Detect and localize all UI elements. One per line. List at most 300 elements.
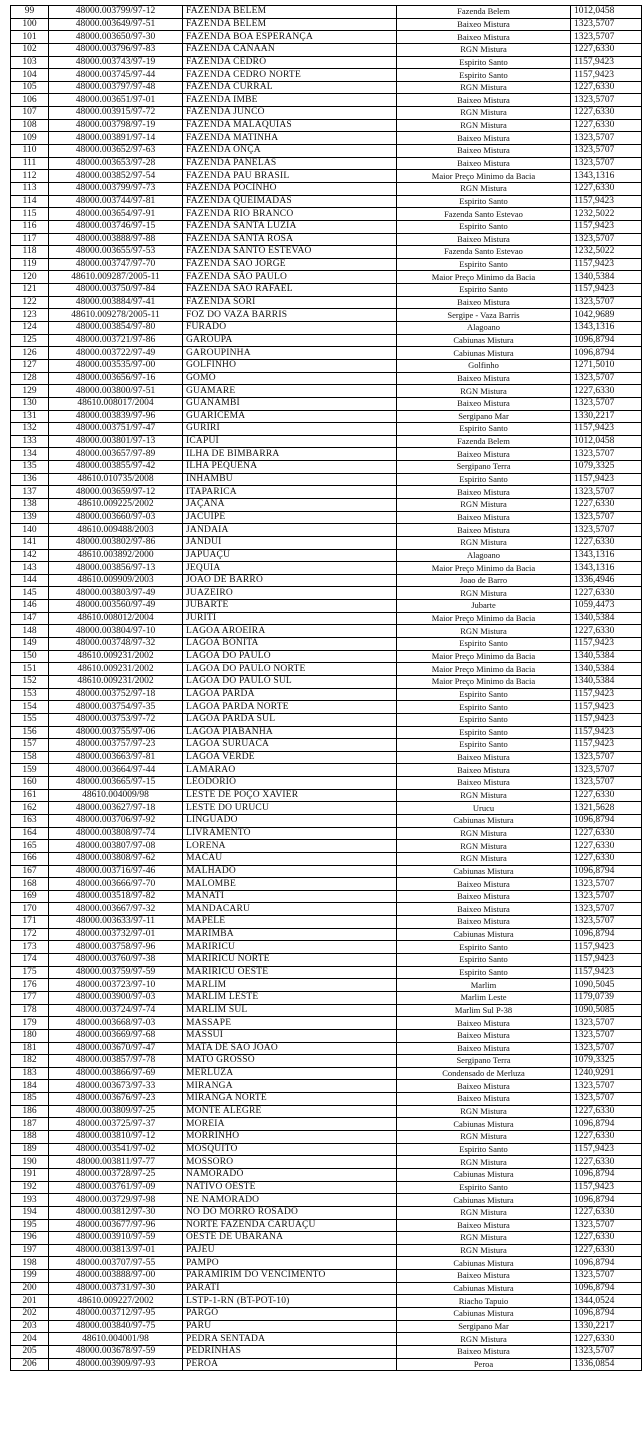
reference-oil-cell: Marlim Sul P-38 [397,1004,571,1017]
process-number-cell: 48000.003909/97-93 [49,1358,183,1371]
table-row [11,397,642,410]
reference-price-cell: 1323,5707 [571,31,642,44]
reference-price-cell: 1323,5707 [571,878,642,891]
reference-oil-cell: Baixeo Mistura [397,751,571,764]
process-number-cell: 48000.003666/97-70 [49,878,183,891]
row-number-cell: 172 [11,928,49,941]
row-number-cell: 202 [11,1307,49,1320]
row-number-cell: 186 [11,1105,49,1118]
table-row [11,966,642,979]
reference-oil-cell: RGN Mistura [397,119,571,132]
reference-price-cell: 1079,3325 [571,1055,642,1068]
reference-oil-cell: RGN Mistura [397,1232,571,1245]
table-row [11,296,642,309]
process-number-cell: 48000.003802/97-86 [49,536,183,549]
table-row [11,1282,642,1295]
process-number-cell: 48000.003809/97-25 [49,1105,183,1118]
process-number-cell: 48610.009488/2003 [49,524,183,537]
table-row [11,81,642,94]
row-number-cell: 161 [11,789,49,802]
reference-price-cell: 1227,6330 [571,81,642,94]
field-name-cell: PAMPO [183,1257,397,1270]
row-number-cell: 192 [11,1181,49,1194]
process-number-cell: 48000.003721/97-86 [49,334,183,347]
table-row [11,1105,642,1118]
process-number-cell: 48000.003801/97-13 [49,435,183,448]
table-row [11,486,642,499]
row-number-cell: 101 [11,31,49,44]
reference-oil-cell: Jubarte [397,600,571,613]
reference-oil-cell: Espirito Santo [397,423,571,436]
table-row [11,802,642,815]
field-name-cell: LAGOA DO PAULO SUL [183,675,397,688]
process-number-cell: 48610.009287/2005-11 [49,271,183,284]
reference-price-cell: 1157,9423 [571,56,642,69]
table-row [11,827,642,840]
process-number-cell: 48000.003799/97-73 [49,182,183,195]
field-name-cell: FOZ DO VAZA BARRIS [183,309,397,322]
process-number-cell: 48610.009227/2002 [49,1295,183,1308]
reference-price-cell: 1343,1316 [571,549,642,562]
table-row [11,1093,642,1106]
row-number-cell: 158 [11,751,49,764]
process-number-cell: 48000.003743/97-19 [49,56,183,69]
reference-oil-cell: RGN Mistura [397,1244,571,1257]
row-number-cell: 196 [11,1232,49,1245]
process-number-cell: 48000.003627/97-18 [49,802,183,815]
reference-price-cell: 1227,6330 [571,1156,642,1169]
reference-oil-cell: Cabiunas Mistura [397,1194,571,1207]
row-number-cell: 121 [11,284,49,297]
field-name-cell: PARAMIRIM DO VENCIMENTO [183,1270,397,1283]
row-number-cell: 123 [11,309,49,322]
process-number-cell: 48000.003753/97-72 [49,713,183,726]
row-number-cell: 117 [11,233,49,246]
process-number-cell: 48000.003724/97-74 [49,1004,183,1017]
row-number-cell: 153 [11,688,49,701]
row-number-cell: 137 [11,486,49,499]
process-number-cell: 48610.009231/2002 [49,650,183,663]
reference-oil-cell: Baixeo Mistura [397,397,571,410]
reference-oil-cell: RGN Mistura [397,840,571,853]
table-row [11,119,642,132]
process-number-cell: 48000.003839/97-96 [49,410,183,423]
reference-oil-cell: Cabiunas Mistura [397,815,571,828]
process-number-cell: 48000.003707/97-55 [49,1257,183,1270]
row-number-cell: 103 [11,56,49,69]
table-row [11,815,642,828]
process-number-cell: 48000.003668/97-03 [49,1017,183,1030]
process-number-cell: 48000.003807/97-08 [49,840,183,853]
table-row [11,638,642,651]
table-row [11,309,642,322]
reference-price-cell: 1323,5707 [571,132,642,145]
process-number-cell: 48000.003676/97-23 [49,1093,183,1106]
reference-oil-cell: Urucu [397,802,571,815]
reference-oil-cell: Baixeo Mistura [397,1017,571,1030]
field-name-cell: LAGOA DO PAULO [183,650,397,663]
field-name-cell: MARLIM SUL [183,1004,397,1017]
process-number-cell: 48610.004009/98 [49,789,183,802]
reference-price-cell: 1096,8794 [571,1194,642,1207]
table-row [11,777,642,790]
table-row [11,410,642,423]
row-number-cell: 179 [11,1017,49,1030]
reference-price-cell: 1323,5707 [571,397,642,410]
process-number-cell: 48000.003808/97-62 [49,852,183,865]
reference-oil-cell: Maior Preço Minimo da Bacia [397,562,571,575]
reference-oil-cell: Espirito Santo [397,739,571,752]
row-number-cell: 120 [11,271,49,284]
reference-oil-cell: Cabiunas Mistura [397,334,571,347]
row-number-cell: 169 [11,890,49,903]
reference-price-cell: 1340,5384 [571,675,642,688]
process-number-cell: 48000.003884/97-41 [49,296,183,309]
reference-oil-cell: Fazenda Santo Estevao [397,246,571,259]
reference-price-cell: 1227,6330 [571,1105,642,1118]
table-row [11,284,642,297]
reference-oil-cell: Baixeo Mistura [397,1219,571,1232]
reference-oil-cell: Espirito Santo [397,284,571,297]
reference-price-cell: 1323,5707 [571,145,642,158]
table-row [11,56,642,69]
table-row [11,903,642,916]
row-number-cell: 206 [11,1358,49,1371]
row-number-cell: 132 [11,423,49,436]
field-name-cell: PEDRA SENTADA [183,1333,397,1346]
row-number-cell: 191 [11,1168,49,1181]
process-number-cell: 48000.003855/97-42 [49,461,183,474]
table-row [11,1295,642,1308]
reference-oil-cell: Baixeo Mistura [397,296,571,309]
table-row [11,233,642,246]
table-row [11,941,642,954]
process-number-cell: 48000.003915/97-72 [49,107,183,120]
table-row [11,1017,642,1030]
row-number-cell: 124 [11,322,49,335]
reference-price-cell: 1157,9423 [571,739,642,752]
reference-price-cell: 1323,5707 [571,916,642,929]
process-number-cell: 48000.003752/97-18 [49,688,183,701]
row-number-cell: 144 [11,574,49,587]
reference-price-cell: 1323,5707 [571,372,642,385]
reference-price-cell: 1340,5384 [571,650,642,663]
field-name-cell: MALOMBE [183,878,397,891]
row-number-cell: 112 [11,170,49,183]
reference-price-cell: 1323,5707 [571,1219,642,1232]
reference-price-cell: 1323,5707 [571,1042,642,1055]
process-number-cell: 48000.003910/97-59 [49,1232,183,1245]
reference-oil-cell: Riacho Tapuio [397,1295,571,1308]
process-number-cell: 48000.003900/97-03 [49,991,183,1004]
table-row [11,764,642,777]
row-number-cell: 139 [11,511,49,524]
field-name-cell: LAGOA BONITA [183,638,397,651]
table-row [11,865,642,878]
reference-price-cell: 1096,8794 [571,1118,642,1131]
price-table-body [11,6,642,1371]
table-row [11,562,642,575]
reference-price-cell: 1323,5707 [571,1080,642,1093]
reference-price-cell: 1157,9423 [571,1143,642,1156]
row-number-cell: 183 [11,1067,49,1080]
process-number-cell: 48000.003796/97-83 [49,43,183,56]
process-number-cell: 48000.003803/97-49 [49,587,183,600]
table-row [11,157,642,170]
field-name-cell: GOMO [183,372,397,385]
reference-oil-cell: Maior Preço Minimo da Bacia [397,650,571,663]
field-name-cell: FAZENDA BELEM [183,18,397,31]
process-number-cell: 48000.003670/97-47 [49,1042,183,1055]
row-number-cell: 165 [11,840,49,853]
table-row [11,726,642,739]
table-row [11,208,642,221]
reference-price-cell: 1227,6330 [571,840,642,853]
reference-oil-cell: Fazenda Belem [397,435,571,448]
process-number-cell: 48000.003653/97-28 [49,157,183,170]
reference-price-cell: 1340,5384 [571,271,642,284]
reference-price-cell: 1227,6330 [571,1206,642,1219]
field-name-cell: MALHADO [183,865,397,878]
row-number-cell: 205 [11,1345,49,1358]
row-number-cell: 203 [11,1320,49,1333]
table-row [11,1168,642,1181]
row-number-cell: 129 [11,385,49,398]
process-number-cell: 48000.003744/97-81 [49,195,183,208]
process-number-cell: 48000.003664/97-44 [49,764,183,777]
table-row [11,916,642,929]
field-name-cell: FAZENDA SANTA LUZIA [183,220,397,233]
reference-price-cell: 1157,9423 [571,69,642,82]
field-name-cell: FAZENDA BOA ESPERANÇA [183,31,397,44]
process-number-cell: 48000.003800/97-51 [49,385,183,398]
process-number-cell: 48000.003799/97-12 [49,6,183,19]
reference-oil-cell: Espirito Santo [397,56,571,69]
field-name-cell: FURADO [183,322,397,335]
reference-price-cell: 1012,0458 [571,6,642,19]
row-number-cell: 197 [11,1244,49,1257]
reference-price-cell: 1340,5384 [571,663,642,676]
process-number-cell: 48000.003808/97-74 [49,827,183,840]
reference-oil-cell: Sergipe - Vaza Barris [397,309,571,322]
field-name-cell: FAZENDA CEDRO [183,56,397,69]
reference-oil-cell: RGN Mistura [397,1131,571,1144]
reference-oil-cell: Maior Preço Minimo da Bacia [397,612,571,625]
reference-price-cell: 1343,1316 [571,562,642,575]
field-name-cell: NAMORADO [183,1168,397,1181]
reference-price-cell: 1157,9423 [571,726,642,739]
row-number-cell: 160 [11,777,49,790]
process-number-cell: 48000.003649/97-51 [49,18,183,31]
process-number-cell: 48000.003660/97-03 [49,511,183,524]
field-name-cell: LSTP-1-RN (BT-POT-10) [183,1295,397,1308]
field-name-cell: FAZENDA BELEM [183,6,397,19]
process-number-cell: 48610.009231/2002 [49,675,183,688]
reference-price-cell: 1323,5707 [571,1345,642,1358]
row-number-cell: 128 [11,372,49,385]
process-number-cell: 48000.003656/97-16 [49,372,183,385]
table-row [11,195,642,208]
reference-oil-cell: Espirito Santo [397,726,571,739]
reference-price-cell: 1096,8794 [571,815,642,828]
reference-oil-cell: Marlim Leste [397,991,571,1004]
field-name-cell: JAÇANA [183,498,397,511]
field-name-cell: GAROUPA [183,334,397,347]
process-number-cell: 48000.003716/97-46 [49,865,183,878]
row-number-cell: 201 [11,1295,49,1308]
field-name-cell: PARGO [183,1307,397,1320]
reference-oil-cell: Baixeo Mistura [397,1029,571,1042]
reference-oil-cell: Espirito Santo [397,638,571,651]
reference-price-cell: 1323,5707 [571,18,642,31]
table-row [11,359,642,372]
table-row [11,1042,642,1055]
reference-price-cell: 1157,9423 [571,941,642,954]
table-row [11,878,642,891]
field-name-cell: LEODORIO [183,777,397,790]
reference-oil-cell: RGN Mistura [397,536,571,549]
reference-oil-cell: RGN Mistura [397,107,571,120]
reference-oil-cell: Sergipano Mar [397,410,571,423]
table-row [11,852,642,865]
reference-price-cell: 1232,5022 [571,246,642,259]
field-name-cell: FAZENDA PANELAS [183,157,397,170]
process-number-cell: 48000.003677/97-96 [49,1219,183,1232]
row-number-cell: 176 [11,979,49,992]
field-name-cell: FAZENDA SANTA ROSA [183,233,397,246]
row-number-cell: 190 [11,1156,49,1169]
table-row [11,435,642,448]
row-number-cell: 168 [11,878,49,891]
table-row [11,890,642,903]
field-name-cell: MASSAPE [183,1017,397,1030]
reference-oil-cell: RGN Mistura [397,852,571,865]
field-name-cell: FAZENDA RIO BRANCO [183,208,397,221]
reference-oil-cell: RGN Mistura [397,43,571,56]
field-name-cell: MANATI [183,890,397,903]
row-number-cell: 173 [11,941,49,954]
process-number-cell: 48000.003866/97-69 [49,1067,183,1080]
field-name-cell: JUAZEIRO [183,587,397,600]
table-row [11,107,642,120]
row-number-cell: 164 [11,827,49,840]
field-name-cell: FAZENDA MATINHA [183,132,397,145]
process-number-cell: 48610.009231/2002 [49,663,183,676]
field-name-cell: MARLIM LESTE [183,991,397,1004]
field-name-cell: JANDAIA [183,524,397,537]
table-row [11,1067,642,1080]
field-name-cell: PARU [183,1320,397,1333]
price-table [10,5,642,1371]
process-number-cell: 48610.009278/2005-11 [49,309,183,322]
reference-oil-cell: Sergipano Terra [397,461,571,474]
table-row [11,1333,642,1346]
field-name-cell: JAPUAÇU [183,549,397,562]
field-name-cell: PARATI [183,1282,397,1295]
row-number-cell: 156 [11,726,49,739]
reference-price-cell: 1227,6330 [571,587,642,600]
row-number-cell: 127 [11,359,49,372]
process-number-cell: 48000.003659/97-12 [49,486,183,499]
field-name-cell: NO DO MORRO ROSADO [183,1206,397,1219]
reference-price-cell: 1090,5045 [571,979,642,992]
field-name-cell: LAGOA SURUACA [183,739,397,752]
field-name-cell: MIRANGA NORTE [183,1093,397,1106]
row-number-cell: 166 [11,852,49,865]
process-number-cell: 48000.003732/97-01 [49,928,183,941]
process-number-cell: 48000.003811/97-77 [49,1156,183,1169]
process-number-cell: 48000.003725/97-37 [49,1118,183,1131]
reference-oil-cell: Baixeo Mistura [397,145,571,158]
reference-price-cell: 1330,2217 [571,1320,642,1333]
process-number-cell: 48000.003657/97-89 [49,448,183,461]
row-number-cell: 151 [11,663,49,676]
reference-price-cell: 1323,5707 [571,233,642,246]
table-row [11,473,642,486]
process-number-cell: 48000.003518/97-82 [49,890,183,903]
reference-oil-cell: Baixeo Mistura [397,18,571,31]
field-name-cell: MANDACARU [183,903,397,916]
table-row [11,132,642,145]
row-number-cell: 115 [11,208,49,221]
process-number-cell: 48000.003706/97-92 [49,815,183,828]
row-number-cell: 152 [11,675,49,688]
table-row [11,182,642,195]
row-number-cell: 113 [11,182,49,195]
row-number-cell: 105 [11,81,49,94]
field-name-cell: NATIVO OESTE [183,1181,397,1194]
reference-price-cell: 1157,9423 [571,284,642,297]
reference-oil-cell: RGN Mistura [397,81,571,94]
row-number-cell: 198 [11,1257,49,1270]
table-row [11,675,642,688]
process-number-cell: 48000.003748/97-32 [49,638,183,651]
reference-oil-cell: Baixeo Mistura [397,890,571,903]
process-number-cell: 48000.003857/97-78 [49,1055,183,1068]
reference-price-cell: 1336,0854 [571,1358,642,1371]
row-number-cell: 163 [11,815,49,828]
table-row [11,991,642,1004]
table-row [11,423,642,436]
reference-oil-cell: Cabiunas Mistura [397,1118,571,1131]
field-name-cell: FAZENDA CANAAN [183,43,397,56]
reference-price-cell: 1096,8794 [571,1257,642,1270]
reference-oil-cell: Cabiunas Mistura [397,1282,571,1295]
reference-price-cell: 1227,6330 [571,119,642,132]
reference-price-cell: 1323,5707 [571,511,642,524]
reference-price-cell: 1343,1316 [571,170,642,183]
reference-oil-cell: Espirito Santo [397,220,571,233]
reference-oil-cell: Baixeo Mistura [397,31,571,44]
field-name-cell: ITAPARICA [183,486,397,499]
process-number-cell: 48000.003723/97-10 [49,979,183,992]
reference-oil-cell: Espirito Santo [397,966,571,979]
reference-price-cell: 1059,4473 [571,600,642,613]
row-number-cell: 136 [11,473,49,486]
table-row [11,31,642,44]
field-name-cell: MONTE ALEGRE [183,1105,397,1118]
reference-price-cell: 1323,5707 [571,764,642,777]
reference-price-cell: 1330,2217 [571,410,642,423]
table-row [11,1206,642,1219]
process-number-cell: 48000.003728/97-25 [49,1168,183,1181]
reference-oil-cell: Sergipano Terra [397,1055,571,1068]
reference-price-cell: 1096,8794 [571,928,642,941]
field-name-cell: NORTE FAZENDA CARUAÇU [183,1219,397,1232]
process-number-cell: 48000.003854/97-80 [49,322,183,335]
field-name-cell: LAGOA PIABANHA [183,726,397,739]
reference-price-cell: 1227,6330 [571,182,642,195]
